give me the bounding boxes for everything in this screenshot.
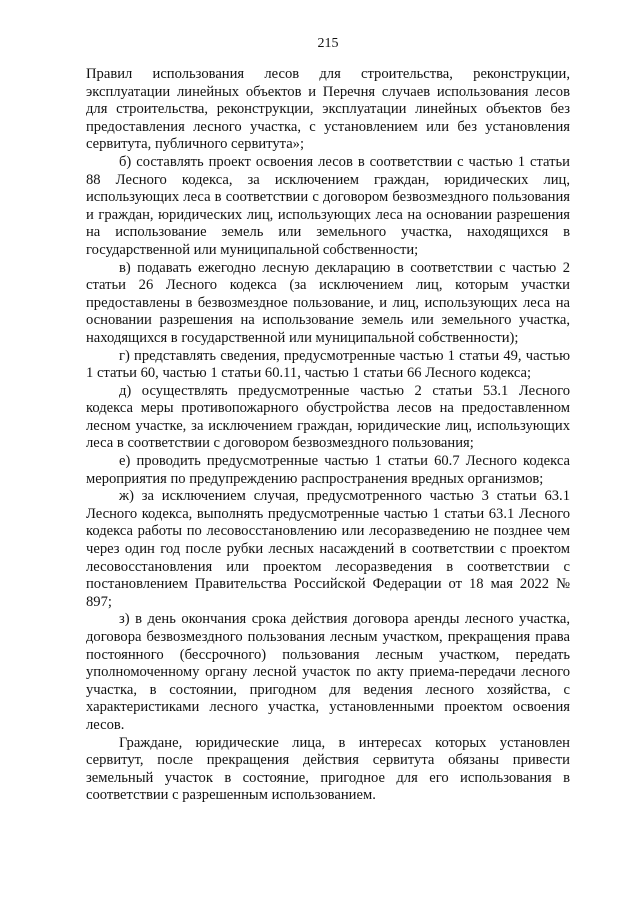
paragraph-item-z: з) в день окончания срока действия договора аренды лесного участка, договора безвозмездного пользования лесным участком, прекращения права постоянного (бессрочного) пользования лесным участком, передать уполномоченному органу лесной участок по акту приема-передачи лесного участка, в состоянии, пригодном для ведения лесного хозяйства, с характеристиками лесного участка, установленными проектом освоения лесов.	[86, 611, 570, 733]
paragraph-item-e: е) проводить предусмотренные частью 1 статьи 60.7 Лесного кодекса мероприятия по предупреждению распространения вредных организмов;	[86, 453, 570, 487]
page-number: 215	[317, 36, 339, 51]
paragraph-item-g: г) представлять сведения, предусмотренные частью 1 статьи 49, частью 1 статьи 60, частью 1 статьи 60.11, частью 1 статьи 66 Лесного кодекса;	[86, 347, 570, 382]
document-page	[86, 36, 570, 805]
paragraph-continuation: Правил использования лесов для строительства, реконструкции, эксплуатации линейных объектов и Перечня случаев использования лесов для строительства, реконструкции, эксплуатации линейных объектов без предоставления лесного участка, с установлением или без установления сервитута, публичного сервитута»;	[86, 66, 570, 153]
paragraph-item-v: в) подавать ежегодно лесную декларацию в соответствии с частью 2 статьи 26 Лесного кодекса (за исключением лиц, которым участки предоставлены в безвозмездное пользование, и лиц, использующих леса на основании разрешения на использование земель или земельного участка, находящихся в государственной или муниципальной собственности);	[86, 259, 570, 346]
paragraph-item-b: б) составлять проект освоения лесов в соответствии с частью 1 статьи 88 Лесного кодекса, за исключением граждан, юридических лиц, использующих леса в соответствии с договором безвозмездного пользования и граждан, юридических лиц, использующих леса на основании разрешения на использование земель или земельного участка, находящихся в государственной или муниципальной собственности;	[86, 153, 570, 258]
paragraph-item-d: д) осуществлять предусмотренные частью 2 статьи 53.1 Лесного кодекса меры противопожарного обустройства лесов на предоставленном лесном участке, за исключением граждан, юридические лиц, использующих леса в соответствии с договором безвозмездного пользования;	[86, 382, 570, 452]
paragraph-servitude: Граждане, юридические лица, в интересах которых установлен сервитут, после прекращения действия сервитута обязаны привести земельный участок в состояние, пригодное для его использования в соответствии с разрешенным использованием.	[86, 734, 570, 804]
paragraph-item-zh: ж) за исключением случая, предусмотренного частью 3 статьи 63.1 Лесного кодекса, выполнять предусмотренные частью 1 статьи 63.1 Лесного кодекса работы по лесовосстановлению или лесоразведению не позднее чем через один год после рубки лесных насаждений в соответствии с проектом лесовосстановления или проектом лесоразведения в соответствии с постановлением Правительства Российской Федерации от 18 мая 2022 № 897;	[86, 488, 570, 610]
